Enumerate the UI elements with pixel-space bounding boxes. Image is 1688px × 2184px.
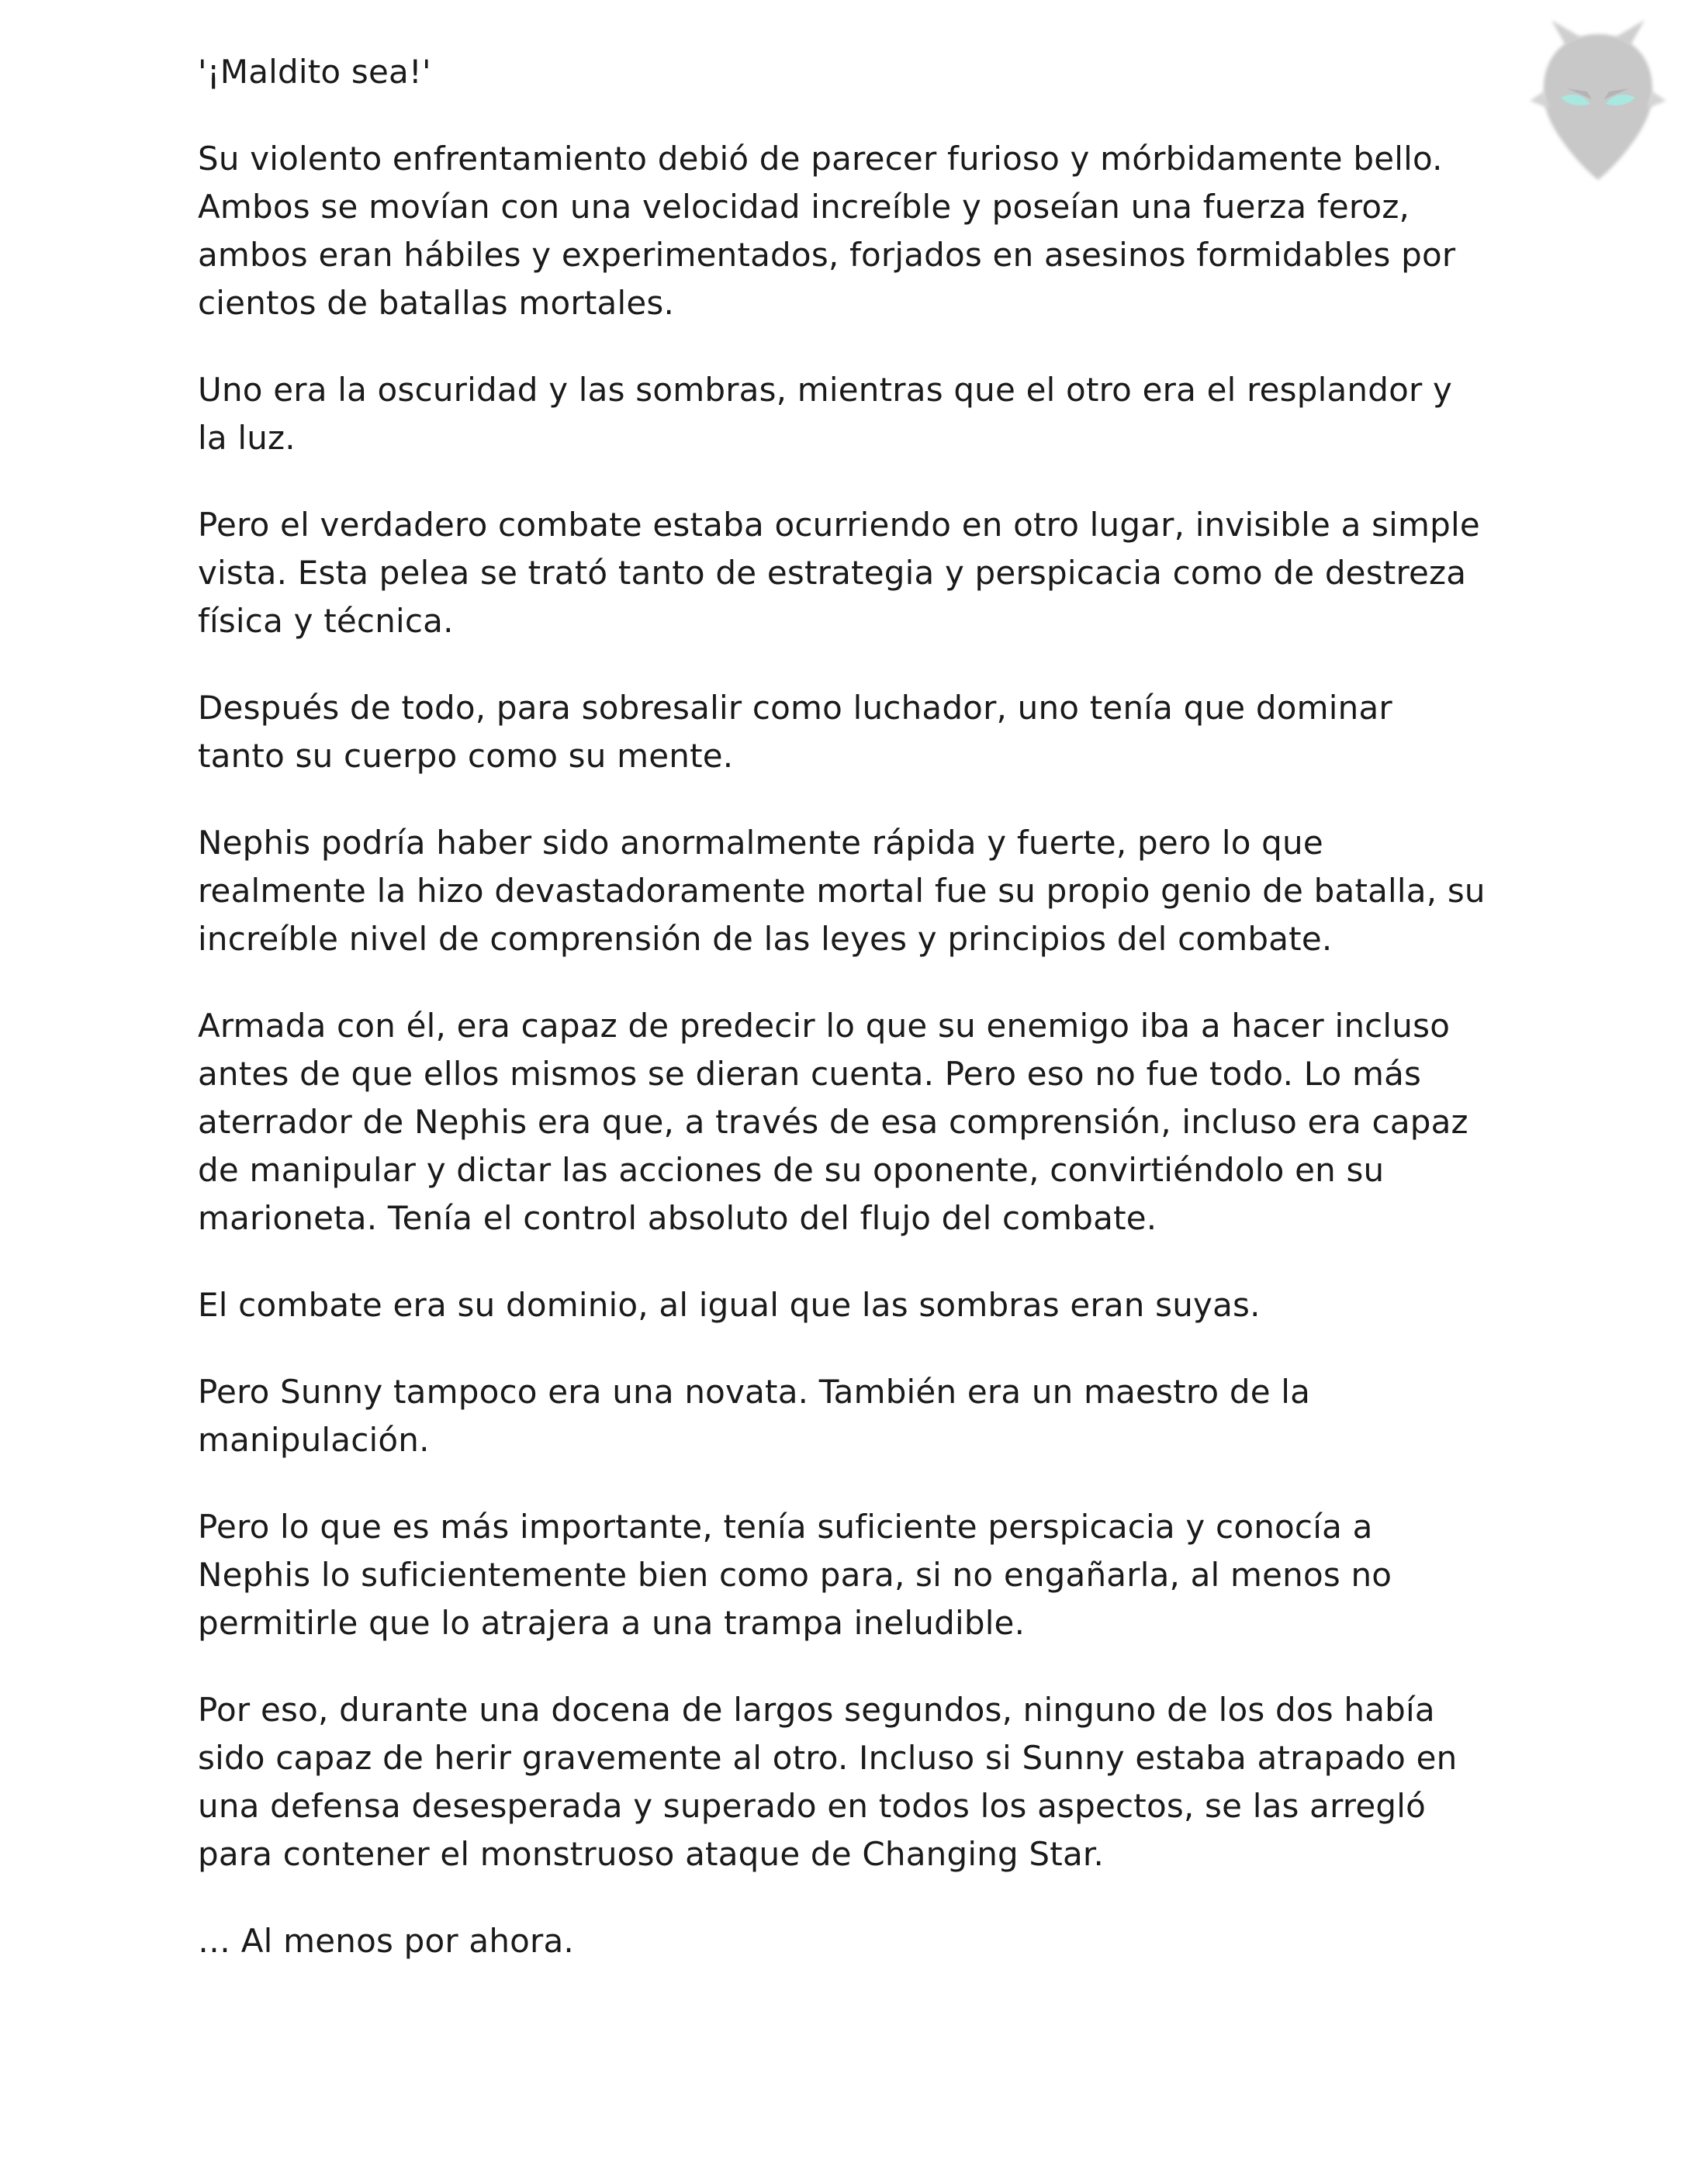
demon-mask-icon <box>1520 14 1676 192</box>
paragraph-7: Armada con él, era capaz de predecir lo que su enemigo iba a hacer incluso antes de que ellos mismos se dieran cuenta. Pero eso no fue todo. Lo más aterrador de Nephis era que, a través de esa comprensión, incluso era capaz de manipular y dictar las acciones de su oponente, convirtiéndolo en su marioneta. Tenía el control absoluto del flujo del combate. <box>198 1007 1468 1237</box>
paragraph-8: El combate era su dominio, al igual que las sombras eran suyas. <box>198 1286 1261 1324</box>
paragraph-2: Su violento enfrentamiento debió de parecer furioso y mórbidamente bello. Ambos se movían con una velocidad increíble y poseían una fuerza feroz, ambos eran hábiles y experimentados, forjados en asesinos formidables por cientos de batallas mortales. <box>198 140 1456 322</box>
paragraph-12: … Al menos por ahora. <box>198 1922 574 1960</box>
document-body <box>198 48 1486 2004</box>
paragraph-6: Nephis podría haber sido anormalmente rápida y fuerte, pero lo que realmente la hizo devastadoramente mortal fue su propio genio de batalla, su increíble nivel de comprensión de las leyes y principios del combate. <box>198 824 1486 958</box>
paragraph-9: Pero Sunny tampoco era una novata. También era un maestro de la manipulación. <box>198 1373 1311 1459</box>
paragraph-5: Después de todo, para sobresalir como luchador, uno tenía que dominar tanto su cuerpo como su mente. <box>198 689 1392 775</box>
paragraph-4: Pero el verdadero combate estaba ocurriendo en otro lugar, invisible a simple vista. Esta pelea se trató tanto de estrategia y perspicacia como de destreza física y técnica. <box>198 506 1480 640</box>
paragraph-3: Uno era la oscuridad y las sombras, mientras que el otro era el resplandor y la luz. <box>198 371 1453 457</box>
paragraph-10: Pero lo que es más importante, tenía suficiente perspicacia y conocía a Nephis lo suficientemente bien como para, si no engañarla, al menos no permitirle que lo atrajera a una trampa ineludible. <box>198 1508 1392 1642</box>
paragraph-11: Por eso, durante una docena de largos segundos, ninguno de los dos había sido capaz de herir gravemente al otro. Incluso si Sunny estaba atrapado en una defensa desesperada y superado en todos los aspectos, se las arregló para contener el monstruoso ataque de Changing Star. <box>198 1691 1458 1873</box>
paragraph-1: '¡Maldito sea!' <box>198 53 431 91</box>
